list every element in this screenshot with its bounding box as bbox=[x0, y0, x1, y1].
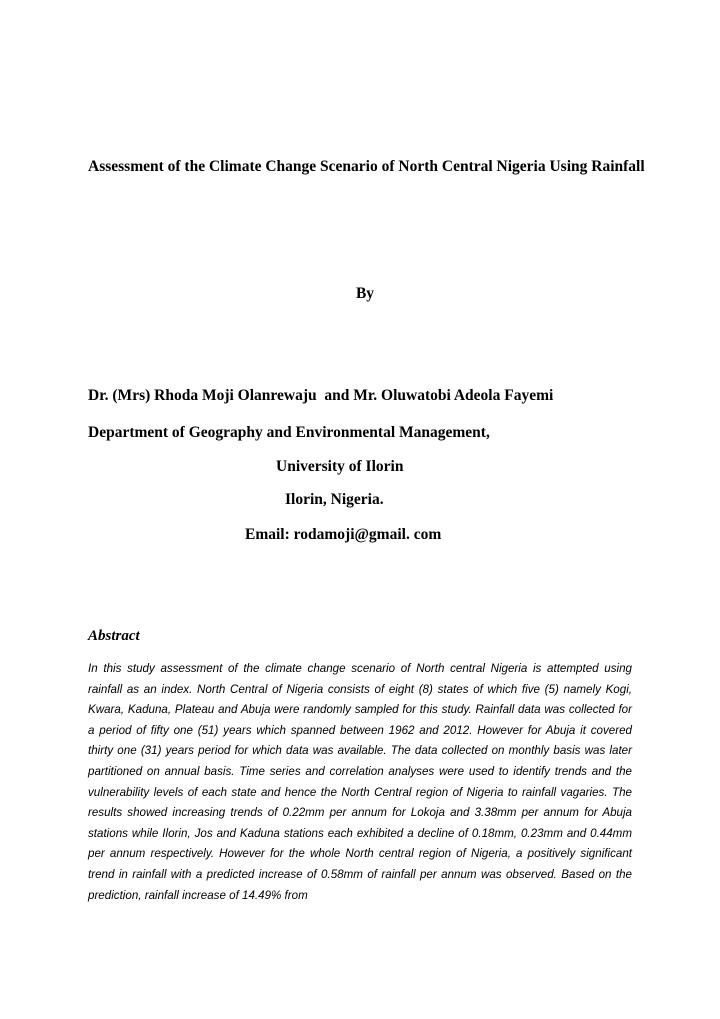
paper-title: Assessment of the Climate Change Scenario of North Central Nigeria Using Rainfall bbox=[88, 158, 645, 175]
by-line: By bbox=[355, 285, 375, 302]
abstract-heading: Abstract bbox=[88, 628, 140, 644]
department: Department of Geography and Environmental Management, bbox=[88, 424, 490, 441]
university: University of Ilorin bbox=[276, 458, 404, 475]
city: Ilorin, Nigeria. bbox=[285, 491, 384, 508]
email: Email: rodamoji@gmail. com bbox=[245, 526, 442, 543]
abstract-body: In this study assessment of the climate change scenario of North central Nigeria is attempted using rainfall as an index. North Central of Nigeria consists of eight (8) states of which five (5) namely Kogi, Kwara, Kaduna, Plateau and Abuja were randomly sampled for this study. Rainfall data was collected for a period of fifty one (51) years which spanned between 1962 and 2012. However for Abuja it covered thirty one (31) years period for which data was available. The data collected on monthly basis was later partitioned on annual basis. Time series and correlation analyses were used to identify trends and the vulnerability levels of each state and hence the North Central region of Nigeria to rainfall vagaries. The results showed increasing trends of 0.22mm per annum for Lokoja and 3.38mm per annum for Abuja stations while Ilorin, Jos and Kaduna stations each exhibited a decline of 0.18mm, 0.23mm and 0.44mm per annum respectively. However for the whole North central region of Nigeria, a positively significant trend in rainfall with a predicted increase of 0.58mm of rainfall per annum was observed. Based on the prediction, rainfall increase of 14.49% from bbox=[88, 662, 632, 902]
authors: Dr. (Mrs) Rhoda Moji Olanrewaju and Mr. Oluwatobi Adeola Fayemi bbox=[88, 387, 554, 404]
